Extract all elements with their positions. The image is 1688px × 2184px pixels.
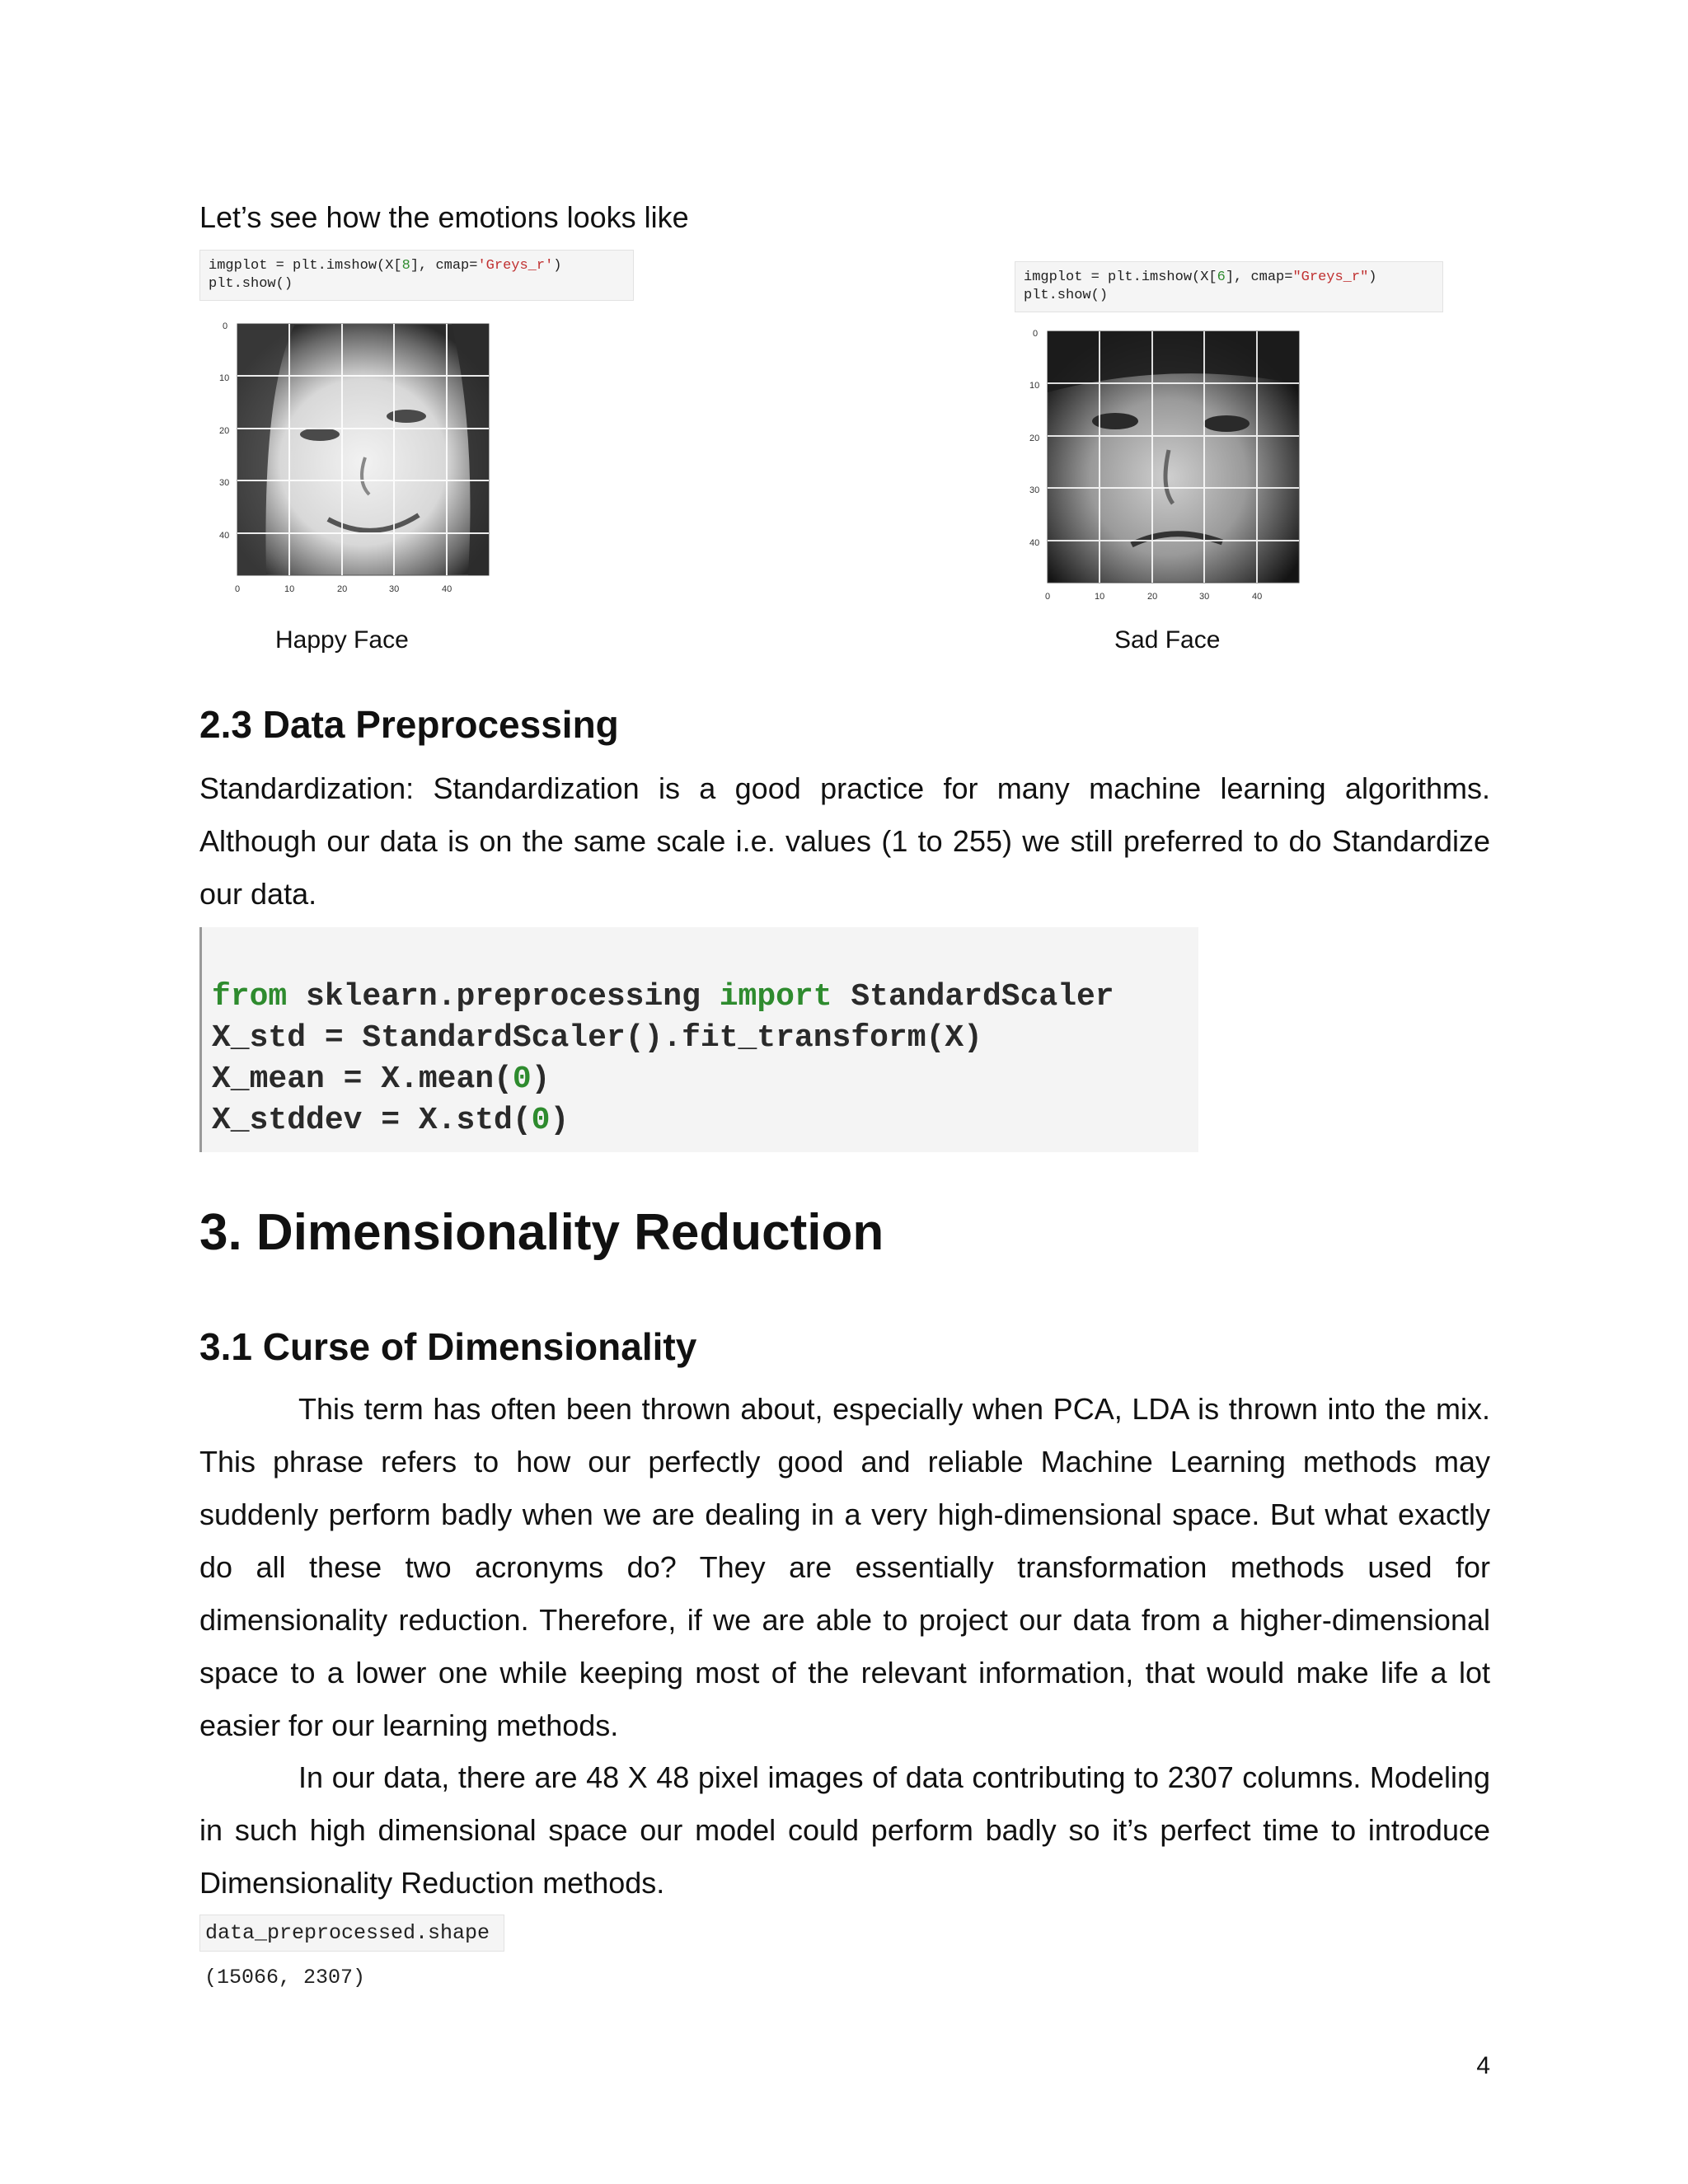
happy-y-tick: 20 xyxy=(219,426,230,436)
happy-code-line-1: imgplot = plt.imshow(X[8], cmap='Greys_r') xyxy=(209,258,562,274)
sad-code-line-1: imgplot = plt.imshow(X[6], cmap="Greys_r") xyxy=(1024,269,1377,285)
sad-face-caption: Sad Face xyxy=(1114,626,1221,654)
sad-face-image xyxy=(1016,326,1313,607)
section-3-1-paragraph-1: This term has often been thrown about, especially when PCA, LDA is thrown into the mix. This phrase refers to how our perfectly good and reliable Machine Learning methods may suddenly perform badly when we are dealing in a very high-dimensional space. But what exactly do all these two acronyms do? They are essentially transformation methods used for dimensionality reduction. Therefore, if we are able to project our data from a higher-dimensional space to a lower one while keeping most of the relevant information, that would make life a lot easier for our learning methods. xyxy=(199,1392,1490,1742)
intro-text: Let’s see how the emotions looks like xyxy=(199,200,689,234)
section-3-1-paragraph-2: In our data, there are 48 X 48 pixel images of data contributing to 2307 columns. Modeling in such high dimensional space our model could perform badly so it’s perfect time to introduce Dimensionality Reduction methods. xyxy=(199,1760,1490,1900)
happy-x-tick: 20 xyxy=(337,584,348,594)
sad-code-cell xyxy=(1015,261,1443,312)
sad-y-tick: 0 xyxy=(1033,329,1039,339)
happy-y-tick: 10 xyxy=(219,373,230,383)
sad-x-tick: 20 xyxy=(1147,592,1158,602)
sad-y-tick: 30 xyxy=(1029,485,1040,495)
sad-y-tick: 40 xyxy=(1029,538,1040,548)
sad-y-tick: 20 xyxy=(1029,434,1040,443)
std-code-line-2: X_std = StandardScaler().fit_transform(X) xyxy=(212,1020,982,1056)
happy-y-tick: 0 xyxy=(223,321,228,331)
happy-face-caption: Happy Face xyxy=(275,626,409,654)
std-code-line-3: X_mean = X.mean(0) xyxy=(212,1062,551,1097)
sad-y-tick: 10 xyxy=(1029,381,1040,391)
shape-code-cell: data_preprocessed.shape xyxy=(199,1915,504,1952)
happy-x-tick: 40 xyxy=(442,584,452,594)
sad-x-tick: 40 xyxy=(1252,592,1263,602)
sad-x-tick: 0 xyxy=(1045,592,1051,602)
std-code-line-1: from sklearn.preprocessing import StandardScaler xyxy=(212,979,1114,1015)
section-2-3-body: Standardization: Standardization is a good practice for many machine learning algorithms. Although our data is on the same scale i.e. values (1 to 255) we still preferred to do Standardize our data. xyxy=(199,771,1490,911)
happy-x-tick: 30 xyxy=(389,584,400,594)
sad-code-line-2: plt.show() xyxy=(1024,288,1109,303)
chapter-3-heading: 3. Dimensionality Reduction xyxy=(199,1204,884,1261)
std-code-line-4: X_stddev = X.std(0) xyxy=(212,1103,570,1138)
happy-code-cell xyxy=(199,250,634,301)
happy-x-tick: 10 xyxy=(284,584,295,594)
sad-x-tick: 30 xyxy=(1199,592,1210,602)
section-2-3-heading: 2.3 Data Preprocessing xyxy=(199,703,619,746)
happy-face-plot xyxy=(204,317,509,602)
sad-face-plot xyxy=(1016,326,1313,607)
happy-face-image xyxy=(204,317,509,602)
section-3-1-heading: 3.1 Curse of Dimensionality xyxy=(199,1325,697,1368)
happy-x-tick: 0 xyxy=(235,584,241,594)
sad-x-tick: 10 xyxy=(1095,592,1105,602)
happy-code-line-2: plt.show() xyxy=(209,276,293,292)
happy-y-tick: 40 xyxy=(219,531,230,541)
standardization-code-cell xyxy=(199,927,1198,1152)
happy-y-tick: 30 xyxy=(219,478,230,488)
page-number: 4 xyxy=(1476,2052,1490,2079)
shape-output: (15066, 2307) xyxy=(204,1966,366,1990)
